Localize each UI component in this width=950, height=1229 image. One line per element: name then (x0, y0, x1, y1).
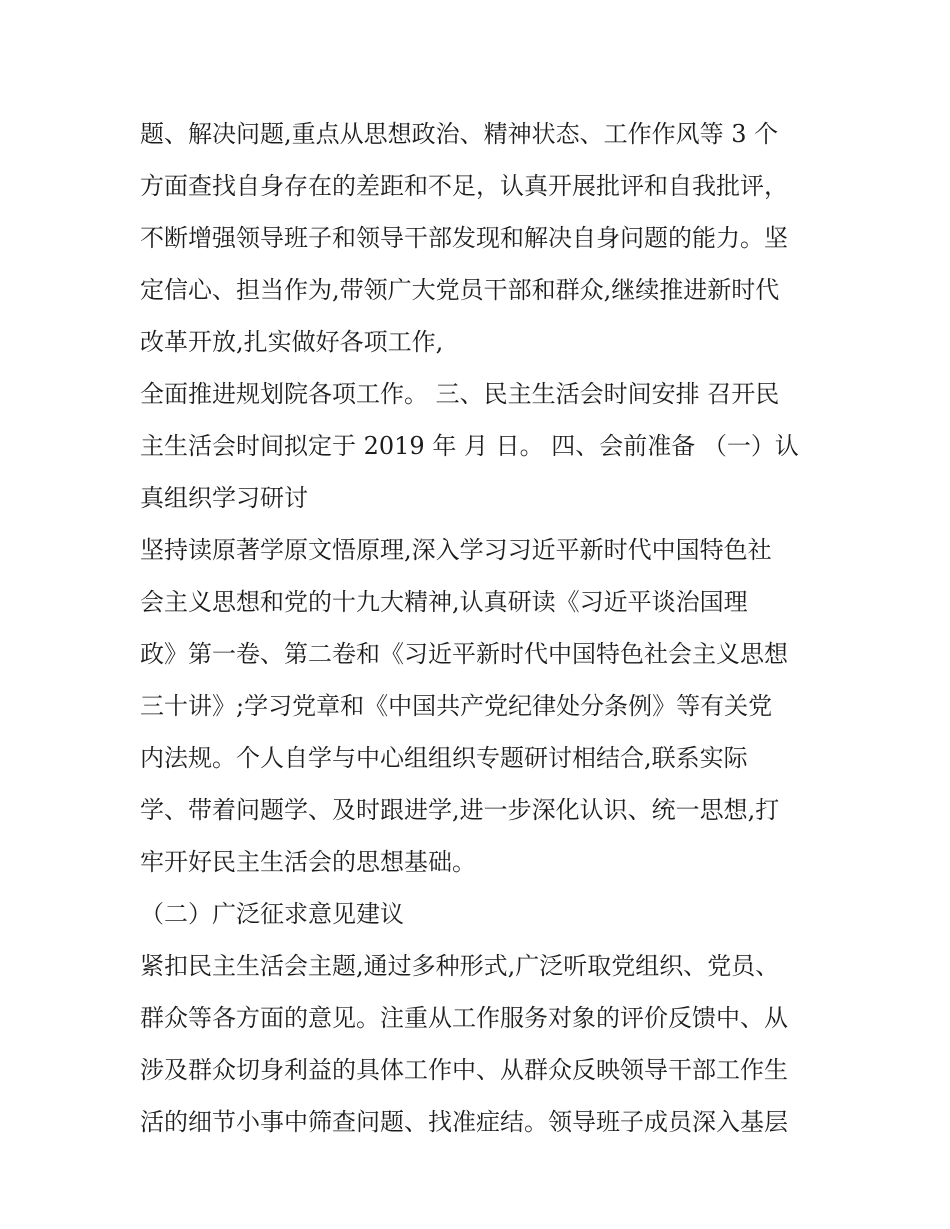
text-line: 内法规。个人自学与中心组组织专题研讨相结合,联系实际 (140, 744, 748, 772)
document-body (140, 108, 830, 1148)
text-line: 主生活会时间拟定于 2019 年 月 日。 四、会前准备 （一）认 (140, 432, 799, 460)
text-line: 学、带着问题学、及时跟进学,进一步深化认识、统一思想,打 (140, 796, 780, 824)
text-line: 定信心、担当作为,带领广大党员干部和群众,继续推进新时代 (140, 276, 780, 304)
text-line: 真组织学习研讨 (140, 484, 308, 512)
text-line: 不断增强领导班子和领导干部发现和解决自身问题的能力。坚 (140, 224, 788, 252)
text-line: 改革开放,扎实做好各项工作, (140, 328, 444, 356)
text-line: 活的细节小事中筛查问题、找准症结。领导班子成员深入基层 (140, 1108, 788, 1136)
text-line: 政》第一卷、第二卷和《习近平新时代中国特色社会主义思想 (140, 640, 788, 668)
text-line: 三十讲》;学习党章和《中国共产党纪律处分条例》等有关党 (140, 692, 773, 720)
text-line: 群众等各方面的意见。注重从工作服务对象的评价反馈中、从 (140, 1004, 788, 1032)
text-line: 牢开好民主生活会的思想基础。 (140, 848, 476, 876)
text-line: 全面推进规划院各项工作。 三、民主生活会时间安排 召开民 (140, 380, 780, 408)
text-line: 方面查找自身存在的差距和不足，认真开展批评和自我批评， (140, 172, 788, 200)
text-line: 会主义思想和党的十九大精神,认真研读《习近平谈治国理 (140, 588, 748, 616)
text-line: 题、解决问题,重点从思想政治、精神状态、工作作风等 3 个 (140, 120, 779, 148)
text-line: 坚持读原著学原文悟原理,深入学习习近平新时代中国特色社 (140, 536, 772, 564)
text-line: 涉及群众切身利益的具体工作中、从群众反映领导干部工作生 (140, 1056, 788, 1084)
text-line: （二）广泛征求意见建议 (140, 900, 404, 928)
text-line: 紧扣民主生活会主题,通过多种形式,广泛听取党组织、党员、 (140, 952, 780, 980)
